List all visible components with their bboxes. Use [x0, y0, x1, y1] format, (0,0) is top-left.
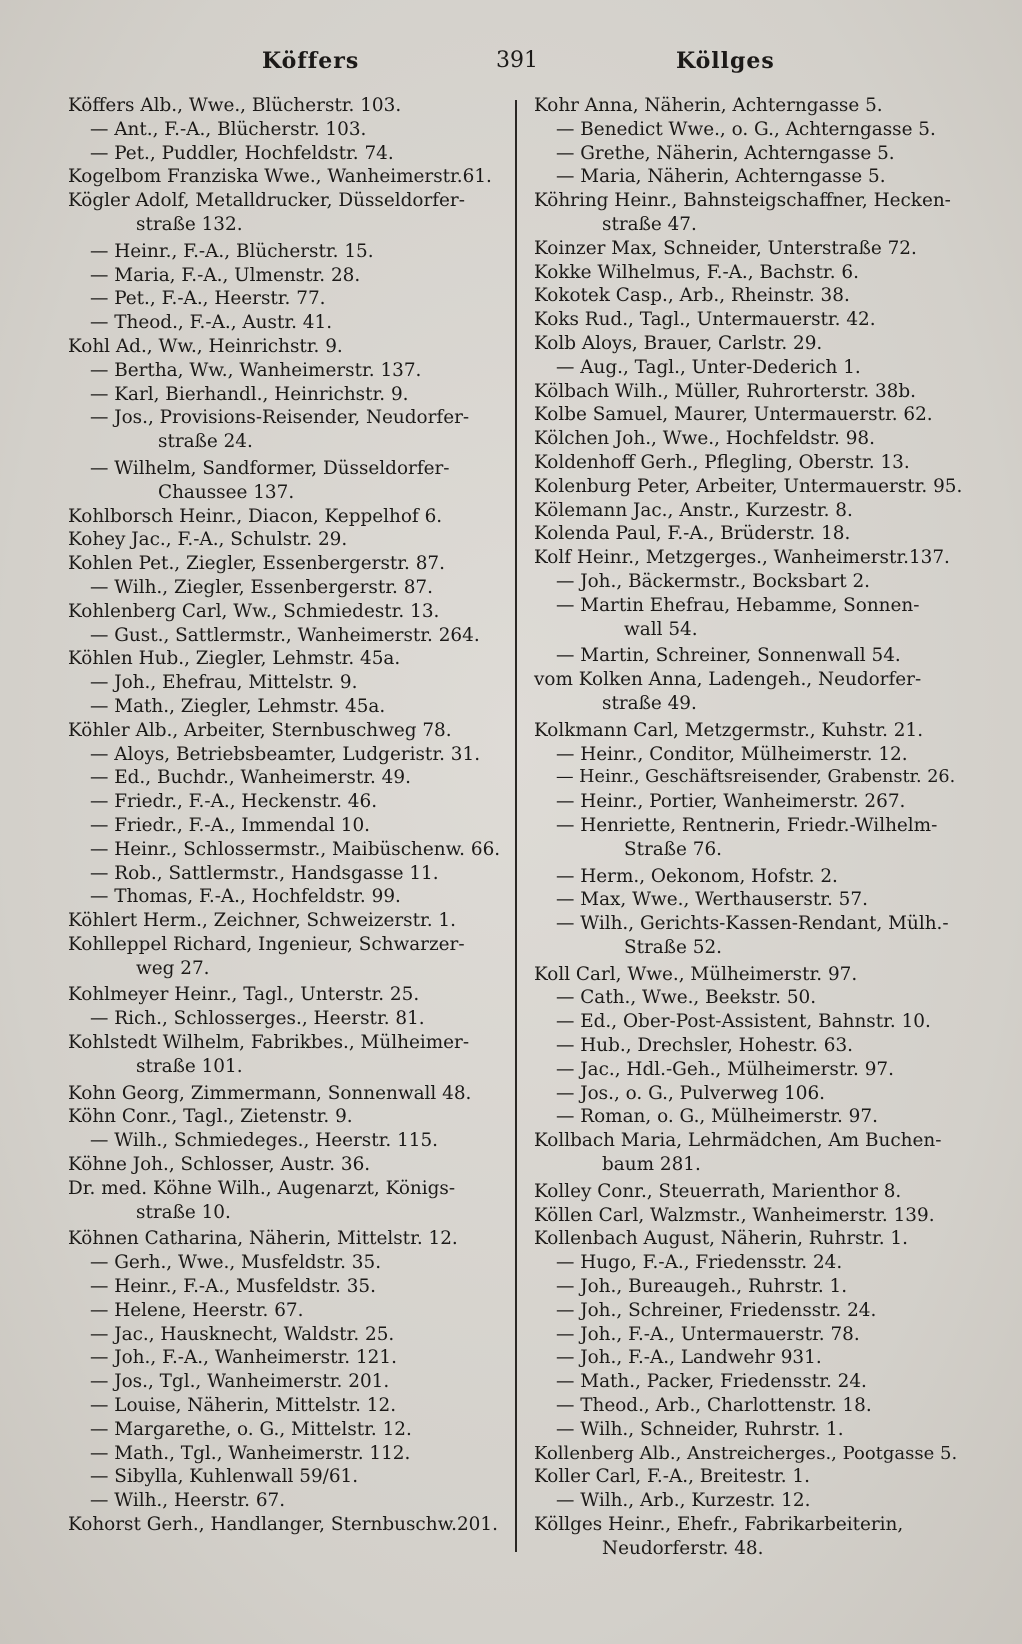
entry-line: Kohey Jac., F.-A., Schulstr. 29. — [68, 529, 348, 551]
directory-entry — [68, 1513, 504, 1537]
entry-line: — Hugo, F.-A., Friedensstr. 24. — [556, 1252, 843, 1274]
page-number: 391 — [496, 48, 538, 73]
directory-entry — [68, 743, 504, 767]
directory-entry — [534, 1204, 962, 1228]
directory-entry — [534, 380, 962, 404]
entry-continuation-line: straße 47. — [602, 213, 697, 235]
entry-continuation-line: straße 49. — [602, 692, 697, 714]
directory-entry — [68, 576, 504, 600]
directory-entry — [68, 552, 504, 576]
entry-line: — Heinr., F.-A., Blücherstr. 15. — [90, 240, 374, 262]
directory-entry — [68, 287, 504, 311]
directory-entry — [534, 570, 962, 594]
entry-line: Köhlert Herm., Zeichner, Schweizerstr. 1. — [68, 910, 456, 932]
directory-entry — [534, 1058, 962, 1082]
directory-entry — [534, 94, 962, 118]
directory-entry — [68, 359, 504, 383]
entry-line: Kolf Heinr., Metzgerges., Wanheimerstr.137. — [534, 547, 950, 569]
entry-line: — Max, Wwe., Werthauserstr. 57. — [556, 889, 868, 911]
entry-line: — Hub., Drechsler, Hohestr. 63. — [556, 1035, 854, 1057]
directory-entry — [68, 695, 504, 719]
entry-continuation-line: straße 101. — [136, 1055, 243, 1077]
entry-line: — Joh., Ehefrau, Mittelstr. 9. — [90, 672, 358, 694]
header-left-keyword: Köffers — [262, 48, 360, 74]
directory-entry — [68, 335, 504, 359]
entry-continuation-line: Straße 52. — [624, 936, 723, 958]
entry-line: — Math., Ziegler, Lehmstr. 45a. — [90, 695, 386, 717]
entry-line: — Wilhelm, Sandformer, Düsseldorfer- — [90, 457, 450, 479]
directory-entry — [68, 838, 504, 862]
directory-entry — [68, 1489, 504, 1513]
entry-continuation-line: straße 10. — [136, 1201, 231, 1223]
entry-line: Kohn Georg, Zimmermann, Sonnenwall 48. — [68, 1082, 472, 1104]
directory-entry — [68, 311, 504, 335]
directory-entry — [534, 986, 962, 1010]
directory-entry — [68, 94, 504, 118]
directory-entry — [534, 1465, 962, 1489]
entry-line: Kohorst Gerh., Handlanger, Sternbuschw.201. — [68, 1514, 498, 1536]
entry-line: — Pet., F.-A., Heerstr. 77. — [90, 288, 326, 310]
entry-line: Kollenberg Alb., Anstreicherges., Pootgasse 5. — [534, 1442, 958, 1464]
entry-line: Köllges Heinr., Ehefr., Fabrikarbeiterin, — [534, 1514, 904, 1536]
entry-continuation-line: Neudorferstr. 48. — [602, 1537, 764, 1559]
directory-entry — [68, 1007, 504, 1031]
directory-entry — [534, 1129, 962, 1177]
directory-entry — [534, 499, 962, 523]
entry-line: Köhne Joh., Schlosser, Austr. 36. — [68, 1154, 371, 1176]
directory-entry — [68, 1394, 504, 1418]
directory-entry — [68, 814, 504, 838]
entry-line: — Heinr., Conditor, Mülheimerstr. 12. — [556, 743, 908, 765]
entry-line: Köhnen Catharina, Näherin, Mittelstr. 12. — [68, 1228, 458, 1250]
directory-entry — [534, 644, 962, 668]
entry-line: Kohlmeyer Heinr., Tagl., Unterstr. 25. — [68, 984, 420, 1006]
entry-line: — Math., Tgl., Wanheimerstr. 112. — [90, 1442, 411, 1464]
directory-entry — [534, 1180, 962, 1204]
entry-line: Kohlen Pet., Ziegler, Essenbergerstr. 87. — [68, 553, 445, 575]
directory-entry — [534, 284, 962, 308]
entry-line: — Heinr., Schlossermstr., Maibüschenw. 66. — [90, 838, 501, 860]
entry-line: — Martin, Schreiner, Sonnenwall 54. — [556, 645, 901, 667]
directory-entry — [534, 427, 962, 451]
directory-entry — [534, 165, 962, 189]
directory-entry — [68, 165, 504, 189]
entry-line: — Wilh., Schmiedeges., Heerstr. 115. — [90, 1130, 439, 1152]
directory-entry — [68, 600, 504, 624]
directory-entry — [68, 1370, 504, 1394]
entry-line: — Wilh., Ziegler, Essenbergerstr. 87. — [90, 576, 433, 598]
directory-entry — [534, 522, 962, 546]
entry-line: — Joh., F.-A., Untermauerstr. 78. — [556, 1323, 860, 1345]
entry-line: — Joh., Bäckermstr., Bocksbart 2. — [556, 570, 871, 592]
entry-line: — Wilh., Schneider, Ruhrstr. 1. — [556, 1418, 844, 1440]
directory-entry — [68, 624, 504, 648]
entry-line: — Louise, Näherin, Mittelstr. 12. — [90, 1395, 397, 1417]
entry-line: Kölemann Jac., Anstr., Kurzestr. 8. — [534, 499, 853, 521]
entry-line: — Herm., Oekonom, Hofstr. 2. — [556, 865, 838, 887]
directory-entry — [68, 383, 504, 407]
directory-entry — [534, 451, 962, 475]
entry-continuation-line: straße 24. — [158, 431, 253, 453]
entry-line: Köhring Heinr., Bahnsteigschaffner, Hecken- — [534, 190, 951, 212]
directory-entry — [68, 671, 504, 695]
entry-line: vom Kolken Anna, Ladengeh., Neudorfer- — [534, 669, 922, 691]
left-column — [68, 94, 504, 1537]
entry-line: Kohlstedt Wilhelm, Fabrikbes., Mülheimer- — [68, 1032, 470, 1054]
directory-entry — [534, 719, 962, 743]
entry-line: — Wilh., Gerichts-Kassen-Rendant, Mülh.- — [556, 913, 949, 935]
directory-entry — [534, 963, 962, 987]
entry-line: Kölchen Joh., Wwe., Hochfeldstr. 98. — [534, 428, 875, 450]
entry-line: Kolb Aloys, Brauer, Carlstr. 29. — [534, 332, 823, 354]
directory-entry — [534, 356, 962, 380]
entry-line: — Theod., F.-A., Austr. 41. — [90, 312, 333, 334]
directory-entry — [68, 528, 504, 552]
entry-line: — Theod., Arb., Charlottenstr. 18. — [556, 1395, 872, 1417]
directory-entry — [68, 406, 504, 454]
directory-entry — [68, 1346, 504, 1370]
directory-entry — [534, 1346, 962, 1370]
entry-line: Köhlen Hub., Ziegler, Lehmstr. 45a. — [68, 648, 401, 670]
entry-line: — Roman, o. G., Mülheimerstr. 97. — [556, 1106, 878, 1128]
directory-entry — [68, 457, 504, 505]
entry-continuation-line: baum 281. — [602, 1154, 701, 1176]
entry-line: Kolenburg Peter, Arbeiter, Untermauerstr. 95. — [534, 475, 963, 497]
directory-entry — [534, 142, 962, 166]
entry-line: — Cath., Wwe., Beekstr. 50. — [556, 987, 817, 1009]
directory-entry — [534, 1370, 962, 1394]
directory-entry — [534, 790, 962, 814]
directory-entry — [534, 332, 962, 356]
entry-continuation-line: Chaussee 137. — [158, 481, 295, 503]
entry-line: — Margarethe, o. G., Mittelstr. 12. — [90, 1418, 412, 1440]
directory-entry — [534, 1513, 962, 1561]
entry-line: — Karl, Bierhandl., Heinrichstr. 9. — [90, 383, 409, 405]
directory-entry — [534, 1394, 962, 1418]
directory-entry — [68, 1323, 504, 1347]
directory-entry — [534, 912, 962, 960]
entry-line: Kolley Conr., Steuerrath, Marienthor 8. — [534, 1180, 902, 1202]
directory-entry — [68, 505, 504, 529]
entry-line: — Ed., Ober-Post-Assistent, Bahnstr. 10. — [556, 1011, 931, 1033]
entry-line: — Gust., Sattlermstr., Wanheimerstr. 264. — [90, 624, 480, 646]
entry-line: Kohl Ad., Ww., Heinrichstr. 9. — [68, 335, 343, 357]
entry-continuation-line: Straße 76. — [624, 838, 723, 860]
directory-entry — [68, 719, 504, 743]
directory-entry — [68, 1177, 504, 1225]
directory-entry — [534, 1323, 962, 1347]
directory-entry — [534, 888, 962, 912]
directory-entry — [534, 766, 962, 790]
entry-line: — Wilh., Heerstr. 67. — [90, 1490, 286, 1512]
directory-entry — [68, 118, 504, 142]
entry-line: Koldenhoff Gerh., Pflegling, Oberstr. 13. — [534, 451, 910, 473]
entry-line: — Math., Packer, Friedensstr. 24. — [556, 1371, 867, 1393]
page-header — [0, 44, 1022, 84]
directory-entry — [534, 1227, 962, 1251]
directory-entry — [534, 189, 962, 237]
directory-entry — [534, 403, 962, 427]
directory-entry — [68, 264, 504, 288]
directory-entry — [534, 1010, 962, 1034]
entry-line: — Joh., F.-A., Wanheimerstr. 121. — [90, 1347, 397, 1369]
entry-line: — Friedr., F.-A., Heckenstr. 46. — [90, 791, 378, 813]
directory-entry — [534, 1418, 962, 1442]
directory-entry — [534, 1299, 962, 1323]
directory-entry — [68, 1105, 504, 1129]
directory-entry — [534, 814, 962, 862]
entry-line: — Maria, Näherin, Achterngasse 5. — [556, 166, 886, 188]
directory-entry — [68, 189, 504, 237]
directory-entry — [68, 1082, 504, 1106]
entry-line: — Thomas, F.-A., Hochfeldstr. 99. — [90, 886, 401, 908]
directory-entry — [68, 909, 504, 933]
directory-entry — [534, 308, 962, 332]
entry-line: Köhn Conr., Tagl., Zietenstr. 9. — [68, 1106, 353, 1128]
entry-line: Kohr Anna, Näherin, Achterngasse 5. — [534, 95, 883, 116]
directory-entry — [68, 1129, 504, 1153]
entry-line: — Gerh., Wwe., Musfeldstr. 35. — [90, 1252, 382, 1274]
entry-line: — Aloys, Betriebsbeamter, Ludgeristr. 31. — [90, 743, 481, 765]
entry-line: Kögler Adolf, Metalldrucker, Düsseldorfer- — [68, 190, 465, 212]
entry-line: Kokotek Casp., Arb., Rheinstr. 38. — [534, 285, 850, 307]
entry-line: — Bertha, Ww., Wanheimerstr. 137. — [90, 359, 422, 381]
directory-entry — [534, 743, 962, 767]
entry-line: Kolkmann Carl, Metzgermstr., Kuhstr. 21. — [534, 719, 924, 741]
entry-line: — Jos., Provisions-Reisender, Neudorfer- — [90, 407, 470, 429]
directory-entry — [534, 261, 962, 285]
directory-entry — [534, 546, 962, 570]
directory-entry — [534, 865, 962, 889]
entry-line: — Martin Ehefrau, Hebamme, Sonnen- — [556, 594, 920, 616]
entry-line: — Helene, Heerstr. 67. — [90, 1299, 304, 1321]
directory-entry — [534, 668, 962, 716]
directory-entry — [534, 1034, 962, 1058]
entry-line: — Pet., Puddler, Hochfeldstr. 74. — [90, 142, 394, 164]
entry-line: Köhler Alb., Arbeiter, Sternbuschweg 78. — [68, 719, 452, 741]
entry-line: — Ed., Buchdr., Wanheimerstr. 49. — [90, 767, 411, 789]
entry-line: — Heinr., Portier, Wanheimerstr. 267. — [556, 791, 906, 813]
right-column — [534, 94, 962, 1561]
entry-line: Kollenbach August, Näherin, Ruhrstr. 1. — [534, 1228, 908, 1250]
directory-entry — [534, 1275, 962, 1299]
directory-entry — [68, 1465, 504, 1489]
directory-entry — [68, 885, 504, 909]
directory-entry — [68, 1442, 504, 1466]
entry-line: — Jos., Tgl., Wanheimerstr. 201. — [90, 1371, 390, 1393]
entry-line: — Grethe, Näherin, Achterngasse 5. — [556, 142, 895, 164]
entry-line: Kogelbom Franziska Wwe., Wanheimerstr.61. — [68, 166, 492, 188]
entry-line: Köllen Carl, Walzmstr., Wanheimerstr. 139. — [534, 1204, 935, 1226]
entry-line: — Heinr., F.-A., Musfeldstr. 35. — [90, 1276, 376, 1298]
directory-entry — [534, 594, 962, 642]
entry-continuation-line: straße 132. — [136, 213, 243, 235]
directory-entry — [68, 142, 504, 166]
entry-line: Koll Carl, Wwe., Mülheimerstr. 97. — [534, 963, 858, 985]
entry-line: — Benedict Wwe., o. G., Achterngasse 5. — [556, 118, 936, 140]
directory-entry — [68, 790, 504, 814]
entry-line: Kollbach Maria, Lehrmädchen, Am Buchen- — [534, 1130, 942, 1152]
entry-line: — Heinr., Geschäftsreisender, Grabenstr. 26. — [556, 767, 956, 788]
directory-entry — [534, 237, 962, 261]
directory-entry — [534, 1251, 962, 1275]
entry-line: Kohlborsch Heinr., Diacon, Keppelhof 6. — [68, 505, 443, 527]
directory-entry — [68, 1299, 504, 1323]
directory-entry — [534, 1489, 962, 1513]
entry-line: — Jac., Hausknecht, Waldstr. 25. — [90, 1323, 395, 1345]
directory-entry — [68, 1275, 504, 1299]
entry-line: Koller Carl, F.-A., Breitestr. 1. — [534, 1466, 810, 1488]
entry-line: — Joh., Bureaugeh., Ruhrstr. 1. — [556, 1276, 848, 1298]
entry-line: Kokke Wilhelmus, F.-A., Bachstr. 6. — [534, 261, 859, 283]
entry-line: — Rich., Schlosserges., Heerstr. 81. — [90, 1008, 425, 1030]
directory-entry — [68, 1227, 504, 1251]
directory-entry — [68, 1153, 504, 1177]
header-right-keyword: Köllges — [676, 48, 775, 74]
directory-entry — [68, 647, 504, 671]
entry-line: — Jac., Hdl.-Geh., Mülheimerstr. 97. — [556, 1058, 894, 1080]
entry-line: Köffers Alb., Wwe., Blücherstr. 103. — [68, 95, 402, 116]
directory-entry — [534, 1105, 962, 1129]
column-divider — [515, 100, 517, 1552]
directory-entry — [68, 766, 504, 790]
directory-entry — [534, 475, 962, 499]
directory-entry — [534, 1082, 962, 1106]
entry-continuation-line: weg 27. — [136, 957, 210, 979]
entry-line: Koks Rud., Tagl., Untermauerstr. 42. — [534, 309, 876, 331]
entry-line: — Ant., F.-A., Blücherstr. 103. — [90, 118, 367, 140]
entry-line: — Wilh., Arb., Kurzestr. 12. — [556, 1490, 811, 1512]
directory-entry — [68, 933, 504, 981]
directory-entry — [68, 983, 504, 1007]
directory-entry — [68, 1031, 504, 1079]
directory-entry — [68, 1418, 504, 1442]
entry-line: — Friedr., F.-A., Immendal 10. — [90, 814, 370, 836]
entry-line: Kohlleppel Richard, Ingenieur, Schwarzer- — [68, 933, 465, 955]
directory-entry — [68, 862, 504, 886]
entry-line: Koinzer Max, Schneider, Unterstraße 72. — [534, 237, 917, 259]
entry-line: — Aug., Tagl., Unter-Dederich 1. — [556, 356, 861, 378]
entry-line: — Joh., Schreiner, Friedensstr. 24. — [556, 1299, 877, 1321]
entry-line: Kolenda Paul, F.-A., Brüderstr. 18. — [534, 523, 851, 545]
entry-line: — Maria, F.-A., Ulmenstr. 28. — [90, 264, 361, 286]
entry-line: Kölbach Wilh., Müller, Ruhrorterstr. 38b. — [534, 380, 916, 402]
entry-line: Kohlenberg Carl, Ww., Schmiedestr. 13. — [68, 600, 440, 622]
entry-line: Kolbe Samuel, Maurer, Untermauerstr. 62. — [534, 404, 933, 426]
entry-line: — Jos., o. G., Pulverweg 106. — [556, 1082, 826, 1104]
directory-entry — [534, 118, 962, 142]
entry-line: — Rob., Sattlermstr., Handsgasse 11. — [90, 862, 439, 884]
entry-line: — Sibylla, Kuhlenwall 59/61. — [90, 1466, 359, 1488]
entry-continuation-line: wall 54. — [624, 618, 698, 640]
entry-line: — Joh., F.-A., Landwehr 931. — [556, 1347, 822, 1369]
entry-line: Dr. med. Köhne Wilh., Augenarzt, Königs- — [68, 1177, 456, 1199]
directory-entry — [68, 240, 504, 264]
directory-entry — [534, 1442, 962, 1466]
entry-line: — Henriette, Rentnerin, Friedr.-Wilhelm- — [556, 814, 938, 836]
directory-entry — [68, 1251, 504, 1275]
